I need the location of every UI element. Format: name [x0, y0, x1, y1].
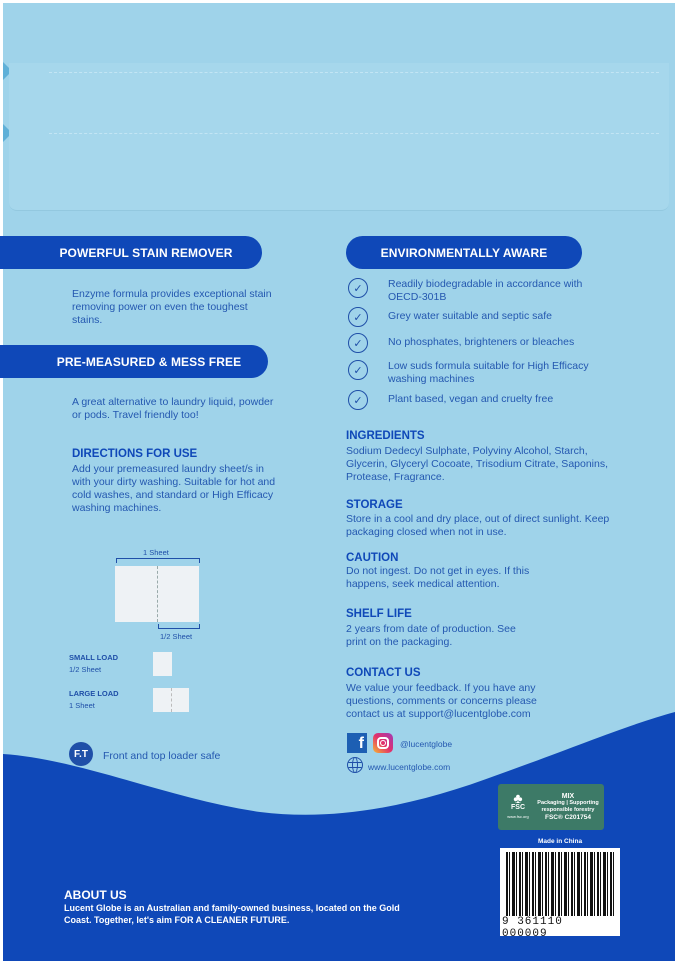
banner-stain-remover: [0, 236, 262, 269]
contact-heading: CONTACT US: [346, 667, 421, 679]
fsc-badge: [498, 784, 604, 830]
banner-label: POWERFUL STAIN REMOVER: [59, 245, 233, 260]
half-sheet-label: 1/2 Sheet: [160, 632, 193, 641]
half-sheet-icon: [153, 652, 172, 676]
caution-text: Do not ingest. Do not get in eyes. If this happens, seek medical attention.: [346, 565, 530, 590]
large-load-title: LARGE LOAD: [69, 689, 119, 698]
perforation: [49, 133, 659, 134]
fsc-code: FSC® C201754: [545, 814, 591, 821]
check-item: [348, 333, 574, 353]
check-text: Plant based, vegan and cruelty free: [388, 393, 554, 405]
perforation: [49, 72, 659, 73]
small-load-amount: 1/2 Sheet: [69, 665, 102, 674]
directions-text: Add your premeasured laundry sheet/s in with your dirty washing. Suitable for hot and cold washes, and standard or High Efficacy washing machines.: [72, 463, 276, 514]
check-item: [348, 390, 553, 410]
large-load-amount: 1 Sheet: [69, 701, 95, 710]
checkmark-icon: ✓: [348, 278, 368, 298]
fsc-logo-text: FSC: [511, 803, 525, 811]
about-text: Lucent Globe is an Australian and family-owned business, located on the Gold Coast. Together, let's aim FOR A CLEANER FUTURE.: [64, 903, 400, 925]
banner-label: PRE-MEASURED & MESS FREE: [56, 354, 242, 369]
check-item: [348, 278, 618, 304]
shelf-life-text: 2 years from date of production. See print on the packaging.: [346, 623, 516, 648]
checkmark-icon: ✓: [348, 360, 368, 380]
bracket-half: [158, 624, 200, 629]
checkmark-icon: ✓: [348, 333, 368, 353]
checkmark-icon: ✓: [348, 307, 368, 327]
sheet-fold-line: [157, 566, 158, 622]
bracket-full: [116, 558, 200, 563]
pre-measured-text: A great alternative to laundry liquid, powder or pods. Travel friendly too!: [72, 396, 274, 421]
small-load-title: SMALL LOAD: [69, 653, 119, 662]
tree-icon: ♣: [513, 789, 523, 806]
made-in-label: Made in China: [538, 838, 583, 845]
resealable-flap[interactable]: [9, 63, 669, 211]
barcode: [500, 848, 620, 940]
barcode-bars: [506, 852, 614, 916]
ingredients-heading: INGREDIENTS: [346, 430, 425, 442]
barcode-number: 9 361110 000009: [502, 916, 563, 940]
contact-text: We value your feedback. If you have any questions, comments or concerns please contact us at support@lucentglobe.com: [346, 682, 537, 720]
check-text: Grey water suitable and septic safe: [388, 310, 553, 322]
ingredients-text: Sodium Dedecyl Sulphate, Polyviny Alcohol, Starch, Glycerin, Glyceryl Cocoate, Trisodium Citrate, Saponins, Protease, Fragrance.: [346, 445, 609, 483]
check-item: [348, 307, 552, 327]
fsc-logo: [501, 789, 535, 821]
fsc-desc: Packaging | Supporting responsible forestry: [537, 800, 599, 813]
storage-heading: STORAGE: [346, 499, 403, 511]
check-text: No phosphates, brighteners or bleaches: [388, 336, 575, 348]
banner-label: ENVIRONMENTALLY AWARE: [380, 245, 548, 260]
fsc-info: [535, 793, 601, 821]
directions-heading: DIRECTIONS FOR USE: [72, 448, 198, 460]
stain-remover-text: Enzyme formula provides exceptional stain removing power on even the toughest stains.: [72, 288, 272, 326]
front-top-loader-icon: F.T: [69, 742, 93, 766]
check-text: Readily biodegradable in accordance with OECD-301B: [388, 278, 583, 303]
facebook-icon[interactable]: f: [347, 733, 367, 753]
banner-pre-measured: [0, 345, 268, 378]
website-link[interactable]: www.lucentglobe.com: [368, 762, 451, 772]
fsc-site: www.fsc.org: [507, 813, 529, 819]
small-load-label: [69, 652, 118, 676]
loader-safe-text: Front and top loader safe: [103, 750, 221, 762]
full-sheet-label: 1 Sheet: [143, 548, 169, 557]
fsc-mix: MIX: [561, 793, 575, 800]
check-text: Low suds formula suitable for High Efficacy washing machines: [388, 360, 589, 385]
storage-text: Store in a cool and dry place, out of direct sunlight. Keep packaging closed when not in use.: [346, 513, 610, 538]
banner-environmentally-aware: [346, 236, 582, 269]
caution-heading: CAUTION: [346, 552, 399, 564]
social-handle[interactable]: @lucentglobe: [400, 739, 453, 749]
checkmark-icon: ✓: [348, 390, 368, 410]
shelf-life-heading: SHELF LIFE: [346, 608, 412, 620]
check-item: [348, 360, 618, 386]
about-heading: ABOUT US: [64, 888, 127, 902]
